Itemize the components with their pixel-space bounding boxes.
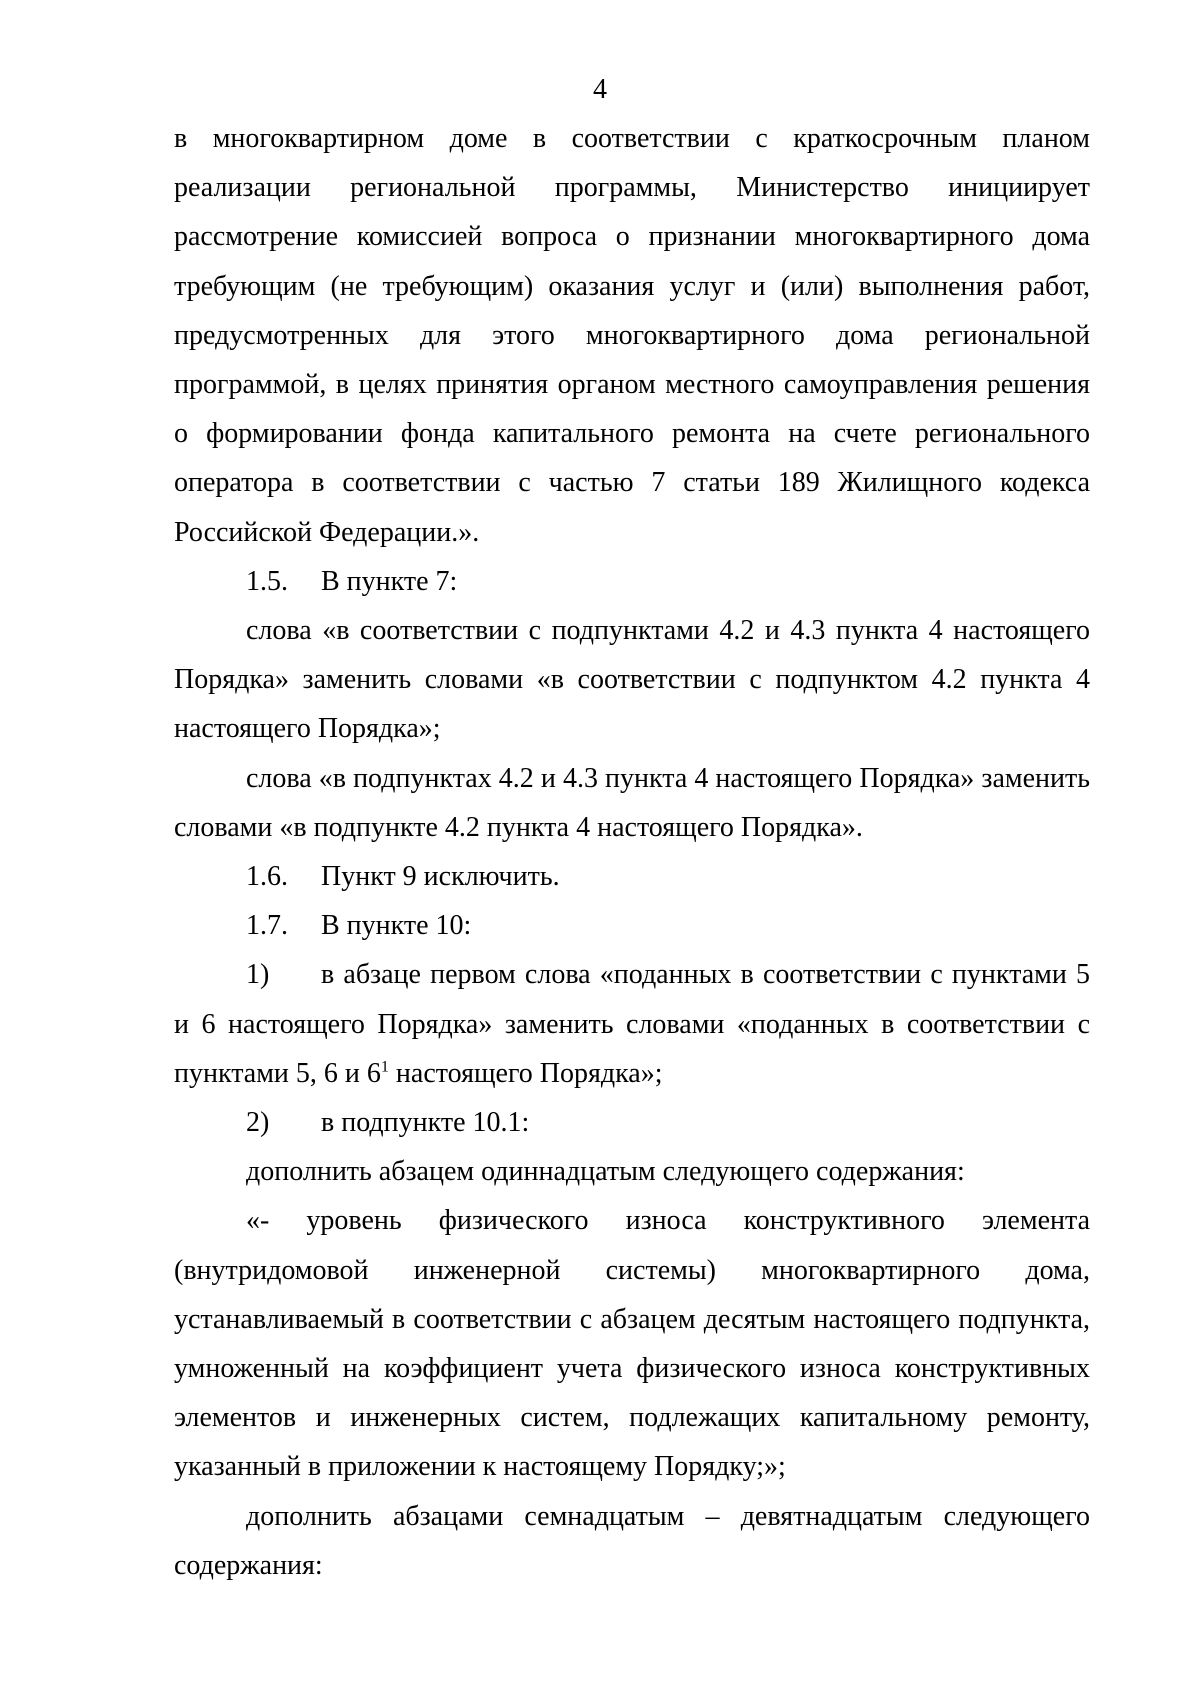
paragraph-quoted-wear-level: «- уровень физического износа конструктивного элемента (внутридомовой инженерной системы) многоквартирного дома, устанавливаемый в соответствии с абзацем десятым настоящего подпункта, умноженный на коэффициент учета физического износа конструктивных элементов и инженерных систем, подлежащих капитальному ремонту, указанный в приложении к настоящему Порядку;»; [174, 1205, 1090, 1483]
item-text: В пункте 7: [321, 565, 458, 597]
paragraph-words-replace-2: слова «в подпунктах 4.2 и 4.3 пункта 4 настоящего Порядка» заменить словами «в подпункте 4.2 пункта 4 настоящего Порядка». [174, 762, 1090, 843]
subitem-number: 1) [246, 959, 270, 991]
item-number: 1.7. [246, 910, 288, 942]
paragraph-item-1-7 [174, 901, 1090, 950]
paragraph-words-replace-1: слова «в соответствии с подпунктами 4.2 и 4.3 пункта 4 настоящего Порядка» заменить словами «в соответствии с подпунктом 4.2 пункта 4 настоящего Порядка»; [174, 615, 1090, 745]
subitem-text: в абзаце первом слова «поданных в соответствии с пунктами 5 и 6 настоящего Порядка» заменить словами «поданных в соответствии с пунктами 5, 6 и 6 [174, 959, 1090, 1089]
item-text: В пункте 10: [321, 910, 472, 942]
item-text: Пункт 9 исключить. [321, 861, 560, 893]
item-number: 1.6. [246, 861, 288, 893]
paragraph-item-1-5 [174, 557, 1090, 606]
subitem-text: в подпункте 10.1: [321, 1107, 530, 1139]
paragraph-subitem-1 [174, 950, 1090, 1098]
paragraph-item-1-6 [174, 852, 1090, 901]
paragraph-subitem-2 [174, 1098, 1090, 1147]
subitem-text-tail: настоящего Порядка»; [388, 1057, 663, 1089]
subitem-number: 2) [246, 1107, 270, 1139]
paragraph-add-eleventh: дополнить абзацем одиннадцатым следующего содержания: [246, 1156, 965, 1188]
document-body [174, 114, 1090, 1590]
item-number: 1.5. [246, 565, 288, 597]
paragraph-continuation: в многоквартирном доме в соответствии с краткосрочным планом реализации региональной программы, Министерство инициирует рассмотрение комиссией вопроса о признании многоквартирного дома требующим (не требующим) оказания услуг и (или) выполнения работ, предусмотренных для этого многоквартирного дома региональной программой, в целях принятия органом местного самоуправления решения о формировании фонда капитального ремонта на счете регионального оператора в соответствии с частью 7 статьи 189 Жилищного кодекса Российской Федерации.». [174, 123, 1090, 548]
page-number: 4 [593, 74, 607, 105]
paragraph-add-seventeenth-nineteenth: дополнить абзацами семнадцатым – девятнадцатым следующего содержания: [174, 1500, 1090, 1581]
superscript: 1 [380, 1058, 389, 1076]
